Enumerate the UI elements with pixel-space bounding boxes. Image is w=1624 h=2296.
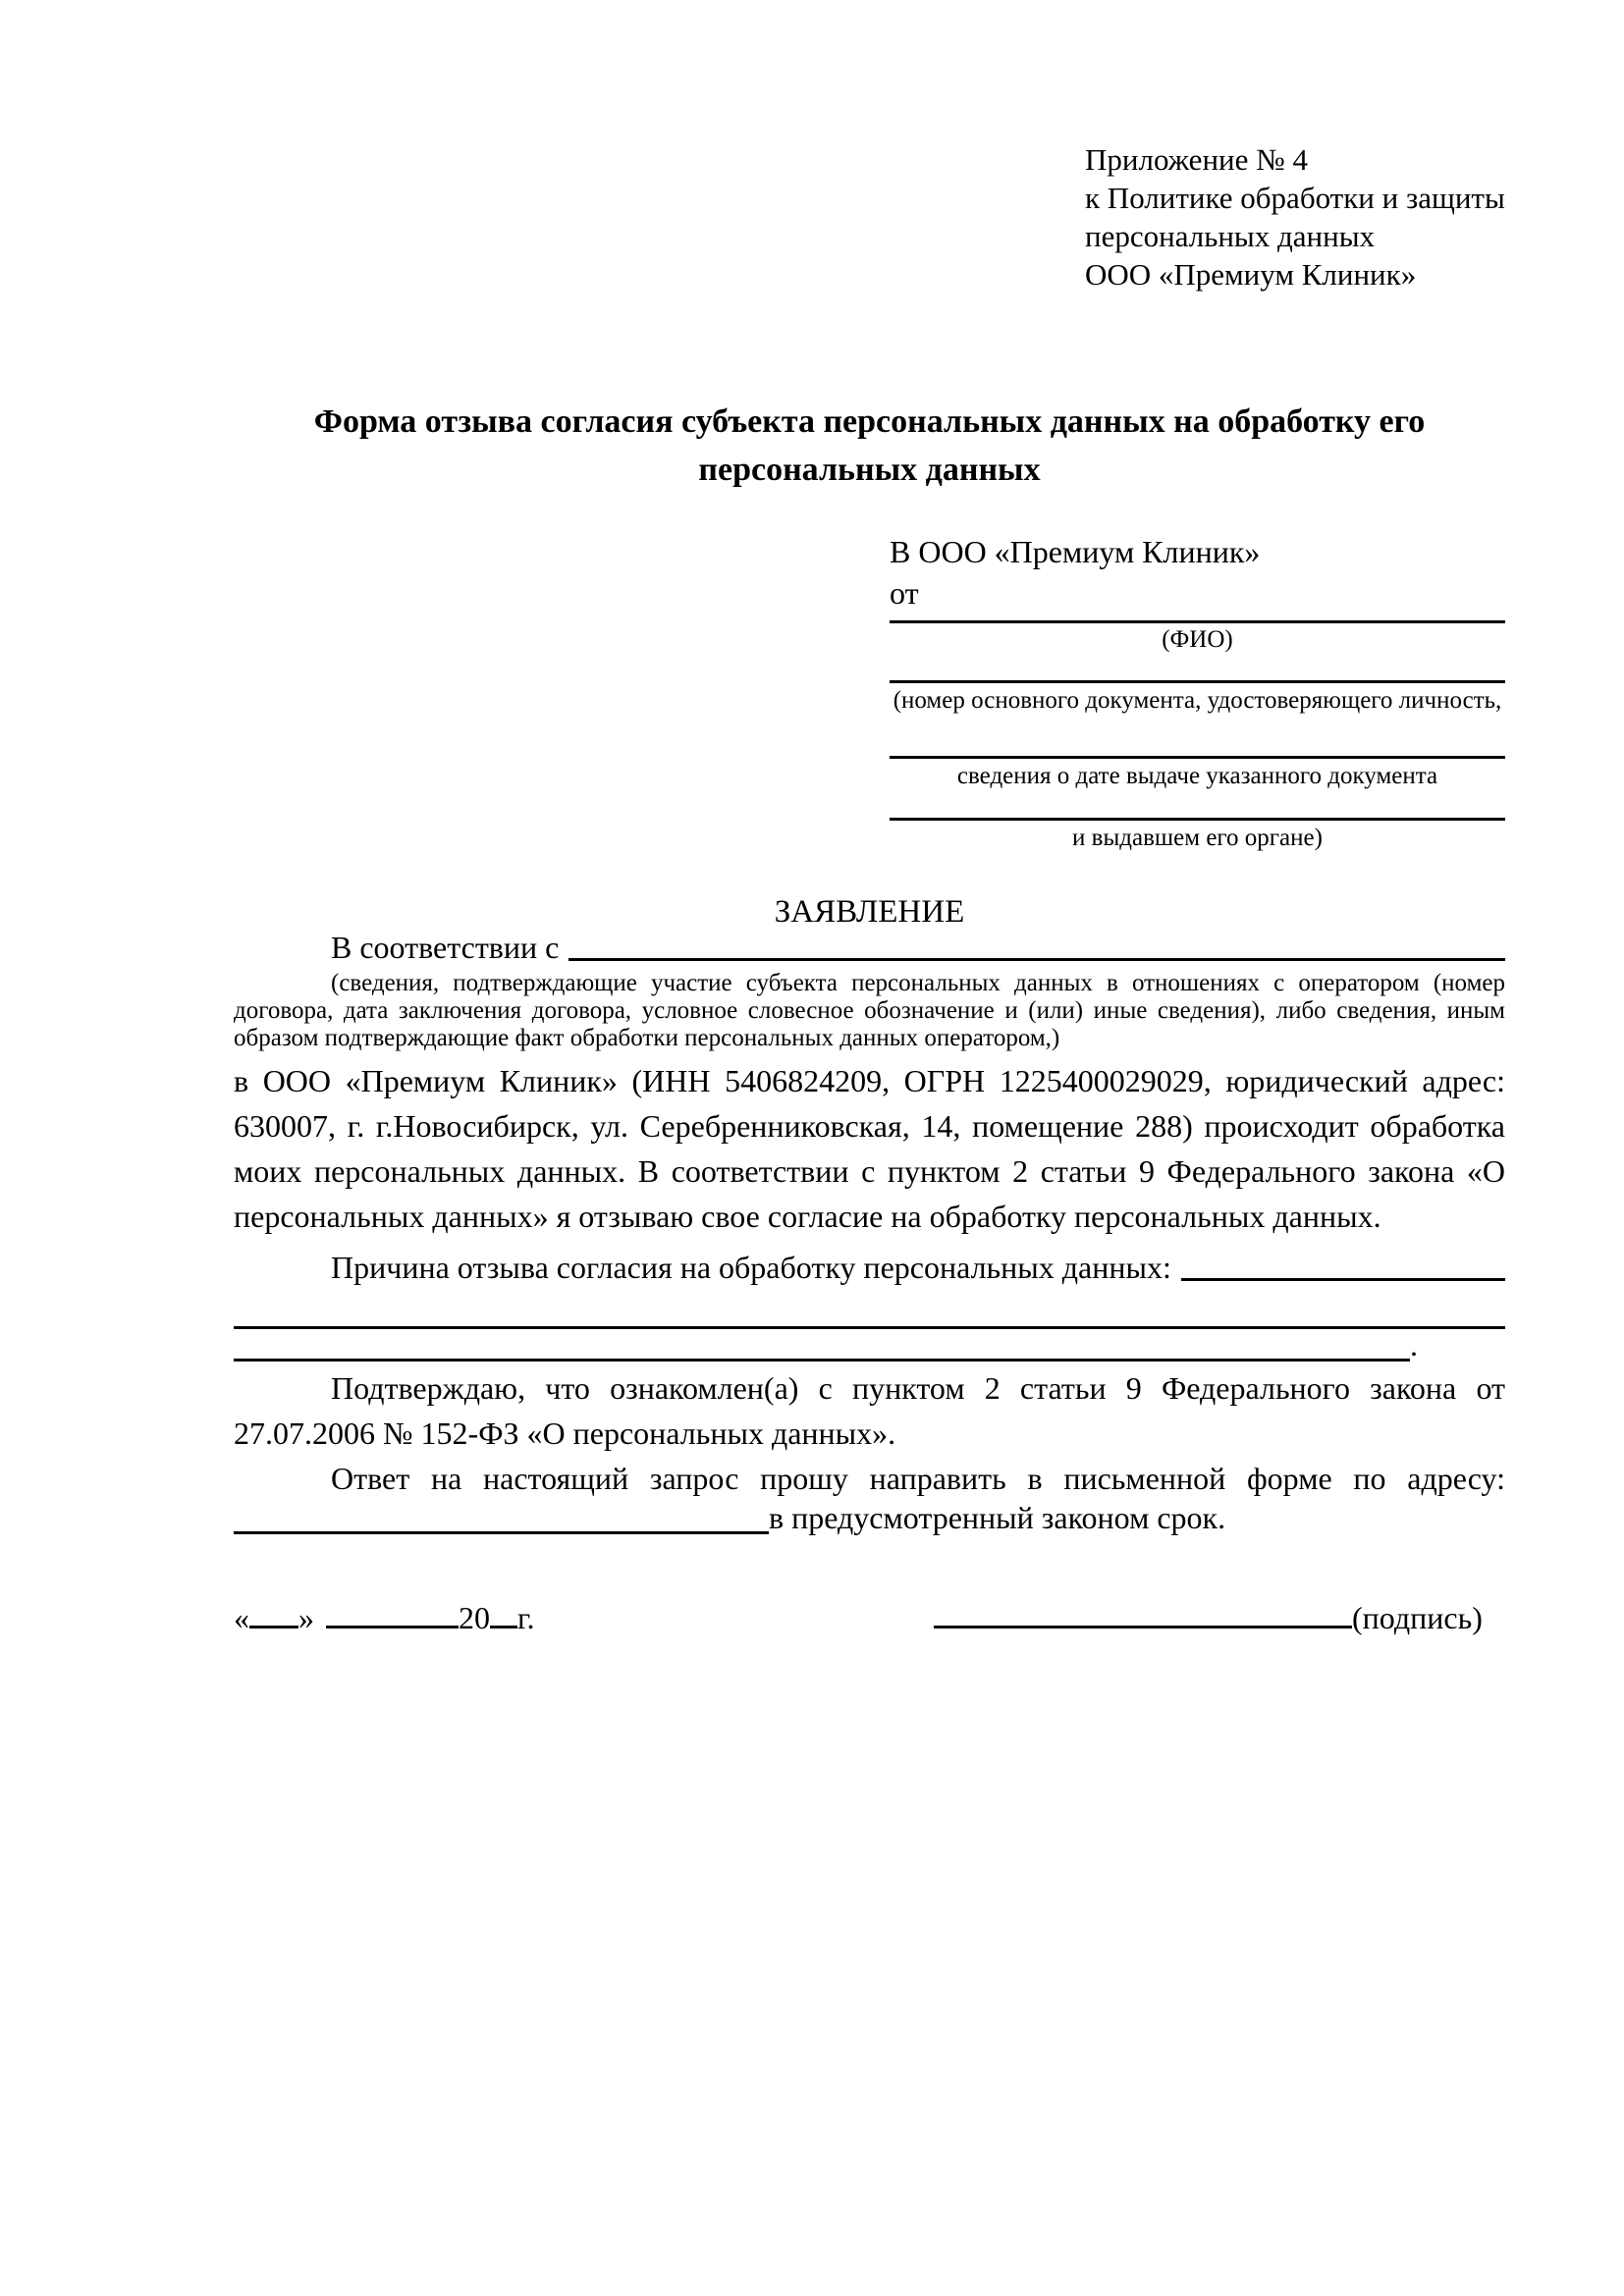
accordance-lead-text: В соответствии с bbox=[331, 930, 560, 965]
accordance-line bbox=[234, 929, 1505, 966]
date-year-suffix: г. bbox=[517, 1600, 535, 1635]
reason-blank-row-2-line bbox=[234, 1329, 1410, 1362]
date-century: 20 bbox=[459, 1600, 490, 1635]
annex-line: ООО «Премиум Клиник» bbox=[1085, 257, 1417, 292]
reply-request-line: Ответ на настоящий запрос прошу направить в письменной форме по адресу: bbox=[331, 1461, 1505, 1496]
document-number-field-line bbox=[890, 680, 1505, 683]
signature-caption: (подпись) bbox=[1352, 1600, 1483, 1635]
reason-line bbox=[234, 1249, 1505, 1286]
recipient-from-label: от bbox=[890, 575, 919, 611]
accordance-note: (сведения, подтверждающие участие субъекта персональных данных в отношениях с оператором (номер договора, дата заключения договора, условное словесное обозначение и (или) иные сведения), либо сведения, иным образом подтверждающие факт обработки персональных данных оператором,) bbox=[234, 970, 1505, 1051]
date-line bbox=[234, 1596, 535, 1637]
signature-blank-line bbox=[934, 1596, 1352, 1629]
reason-lead-text: Причина отзыва согласия на обработку персональных данных: bbox=[331, 1250, 1171, 1285]
date-close-quote: » bbox=[298, 1600, 314, 1635]
date-month-blank bbox=[326, 1596, 459, 1629]
date-year-blank bbox=[490, 1596, 517, 1629]
document-title: Форма отзыва согласия субъекта персональных данных на обработку его персональных данных bbox=[313, 403, 1426, 488]
document-number-field-caption: (номер основного документа, удостоверяющего личность, bbox=[893, 687, 1502, 714]
annex-note bbox=[1085, 140, 1505, 294]
annex-line: к Политике обработки и защиты bbox=[1085, 181, 1505, 215]
reason-end-period: . bbox=[1410, 1327, 1418, 1362]
fio-field-caption: (ФИО) bbox=[1162, 626, 1233, 653]
statement-heading: ЗАЯВЛЕНИЕ bbox=[774, 894, 965, 930]
confirmation-paragraph: Подтверждаю, что ознакомлен(а) с пунктом 2 статьи 9 Федерального закона от 27.07.2006 № 152-ФЗ «О персональных данных». bbox=[234, 1370, 1505, 1451]
date-day-blank bbox=[249, 1596, 298, 1629]
fio-field-line bbox=[890, 620, 1505, 623]
issue-date-field-line bbox=[890, 756, 1505, 759]
reply-address-line bbox=[234, 1499, 1505, 1536]
recipient-block bbox=[890, 531, 1505, 865]
issue-date-field-caption: сведения о дате выдаче указанного документа bbox=[956, 763, 1438, 789]
date-open-quote: « bbox=[234, 1600, 249, 1635]
issuing-authority-field-caption: и выдавшем его органе) bbox=[1072, 825, 1323, 851]
reply-address-blank-line bbox=[234, 1502, 769, 1534]
reason-blank-line bbox=[1181, 1278, 1505, 1281]
reason-blank-row-2 bbox=[234, 1328, 1505, 1362]
accordance-blank-line bbox=[568, 958, 1505, 961]
issuing-authority-field-line bbox=[890, 818, 1505, 821]
reply-tail-text: в предусмотренный законом срок. bbox=[769, 1500, 1226, 1535]
annex-line: Приложение № 4 bbox=[1085, 142, 1308, 177]
reason-blank-row-1 bbox=[234, 1293, 1505, 1329]
annex-line: персональных данных bbox=[1085, 219, 1376, 253]
signature-line bbox=[934, 1596, 1483, 1637]
main-paragraph: в ООО «Премиум Клиник» (ИНН 5406824209, ОГРН 1225400029029, юридический адрес: 630007, г. г.Новосибирск, ул. Серебренниковская, 14, помещение 288) происходит обработка моих персональных данных. В соответствии с пунктом 2 статьи 9 Федерального закона «О персональных данных» я отзываю свое согласие на обработку персональных данных. bbox=[234, 1063, 1505, 1234]
recipient-to: В ООО «Премиум Клиник» bbox=[890, 534, 1261, 569]
